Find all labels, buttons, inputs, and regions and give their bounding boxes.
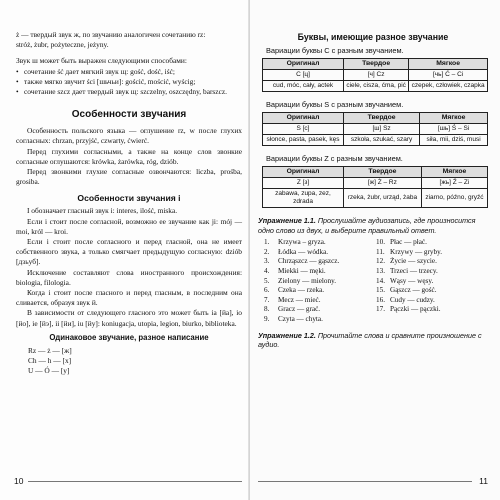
- right-page: [250, 0, 500, 500]
- table-header: Твердое: [344, 167, 422, 178]
- section-title-sound-features: Особенности звучания: [71, 109, 187, 121]
- sz-bullet: • также мягко звучит ści [шьчьи]: gościć, mościć, wyścig;: [16, 77, 242, 87]
- equivalence-line: Ch — h — [х]: [28, 356, 72, 366]
- table-header: Твердое: [344, 113, 420, 124]
- equivalence-line: U — Ó — [у]: [28, 366, 70, 376]
- table-letter-c: [262, 58, 488, 92]
- word-pair-item: [264, 315, 376, 325]
- word-pair-item: [376, 238, 488, 248]
- table-cell: [чь] Ć – Ci: [409, 70, 488, 81]
- table-letter-s: [262, 112, 488, 146]
- table-cell: siła, mii, dziś, musi: [420, 135, 488, 146]
- right-page-heading: Буквы, имеющие разное звучание: [297, 32, 449, 42]
- word-pair-item: [264, 267, 376, 277]
- page-number-left: 10: [14, 476, 24, 486]
- table-cell: Z [з]: [263, 178, 344, 189]
- sz-lead: Звук ш может быть выражен следующими способами:: [16, 56, 187, 66]
- item-number: 16.: [376, 295, 385, 304]
- table-header: Мягкое: [420, 113, 488, 124]
- table-cell: cud, móc, cały, actek: [263, 81, 344, 92]
- section-title-same-sound: Одинаковое звучание, разное написание: [49, 332, 209, 342]
- word-pair: Życie — szycie.: [390, 257, 437, 266]
- word-pair: Gracz — grać.: [278, 305, 321, 314]
- item-number: 7.: [264, 295, 270, 304]
- table-cell: [ж] Ż – Rz: [344, 178, 422, 189]
- intro-line: stróż, żubr, pożyteczne, jeżyny.: [16, 40, 109, 50]
- word-pair-item: [264, 248, 376, 258]
- word-pair: Miekki — męki.: [278, 266, 326, 275]
- footer-rule: [258, 481, 472, 482]
- footer-rule: [28, 481, 242, 482]
- word-pair: Chrząszcz — gąszcz.: [278, 257, 340, 266]
- word-pair: Gąszcz — gość.: [390, 286, 437, 295]
- exercise-instruction: Прочитайте слова и сравните произношение с аудио.: [258, 330, 482, 350]
- word-pair-item: [264, 277, 376, 287]
- table-cell: czepek, człowiek, czapka: [409, 81, 488, 92]
- item-number: 8.: [264, 305, 270, 314]
- exercise-1-2: [258, 331, 488, 350]
- word-pair-item: [264, 296, 376, 306]
- word-pair-item: [376, 267, 488, 277]
- table-cell: rzeka, żubr, urząd, żaba: [344, 189, 422, 208]
- word-pair-item: [376, 305, 488, 315]
- table-cell: [ш] Sz: [344, 124, 420, 135]
- item-number: 14.: [376, 276, 385, 285]
- table-cell: [шь] Ś – Si: [420, 124, 488, 135]
- exercise-instruction: Прослушайте аудиозапись, где произносится одно слово из двух, и выберите правильный ответ.: [258, 216, 476, 235]
- word-pair: Zielony — mielony.: [278, 276, 337, 285]
- table-caption-z: Вариации буквы Z с разным звучанием.: [266, 154, 403, 163]
- table-cell: [ч] Cz: [344, 70, 409, 81]
- intro-line: ż — твердый звук ж, по звучанию аналогичен сочетанию rz:: [16, 30, 206, 39]
- paragraph: Когда i стоит после гласного и перед гласным, в последним она сливается, образуя звук й.: [16, 288, 242, 308]
- word-pair-item: [264, 238, 376, 248]
- item-number: 3.: [264, 257, 270, 266]
- paragraph: Перед глухими согласными, а также на конце слов звонкие согласные оглушаются: krówka, żarówka, róg, dziób.: [16, 146, 242, 166]
- page-number-right: 11: [479, 476, 488, 486]
- table-header: Мягкое: [421, 167, 487, 178]
- item-number: 5.: [264, 276, 270, 285]
- word-pair: Cudy — cudzy.: [390, 295, 435, 304]
- word-pair-item: [376, 248, 488, 258]
- item-number: 9.: [264, 314, 270, 323]
- word-column-left: [264, 238, 376, 324]
- table-header: Мягкое: [409, 59, 488, 70]
- item-number: 6.: [264, 286, 270, 295]
- word-pair: Wąsy — węsy.: [390, 276, 434, 285]
- word-pair: Krzywy — gryby.: [390, 247, 443, 256]
- word-pair: Pączki — pączki.: [390, 305, 441, 314]
- item-number: 13.: [376, 266, 385, 275]
- table-header: Оригинал: [263, 113, 344, 124]
- paragraph: I обозначает гласный звук i: interes, ilość, miska.: [27, 206, 178, 216]
- table-cell: ziarno, późno, gryźć: [421, 189, 487, 208]
- table-caption-c: Вариации буквы C с разным звучанием.: [266, 46, 404, 55]
- item-number: 1.: [264, 238, 270, 247]
- table-cell: ciele, cisza, ćma, pić: [344, 81, 409, 92]
- table-cell: szkoła, szukać, szary: [344, 135, 420, 146]
- item-number: 10.: [376, 238, 385, 247]
- word-pair: Łódka — wódka.: [278, 247, 329, 256]
- word-pair-item: [264, 257, 376, 267]
- word-pair-item: [376, 296, 488, 306]
- word-pair: Trzeci — trzecy.: [390, 266, 438, 275]
- table-cell: C [ц]: [263, 70, 344, 81]
- paragraph: Если i стоит после согласной, возможно ее звучание как ji: mój — moi, król — kroi.: [16, 216, 242, 236]
- table-cell: słonce, pasta, pasek, kęs: [263, 135, 344, 146]
- table-header: Твердое: [344, 59, 409, 70]
- exercise-1-1: [258, 216, 488, 235]
- table-letter-z: [262, 166, 488, 208]
- sz-bullet: • сочетание szcz дает твердый звук щ: szczelny, oszczędny, barszcz.: [16, 87, 242, 97]
- exercise-label: Упражнение 1.1.: [258, 216, 316, 225]
- table-header: Оригинал: [263, 59, 344, 70]
- item-number: 11.: [376, 247, 385, 256]
- paragraph: Перед звонкими глухие согласные озвончаются: liczba, prośba, grosiba.: [16, 167, 242, 187]
- item-number: 15.: [376, 286, 385, 295]
- item-number: 12.: [376, 257, 385, 266]
- paragraph: Если i стоит после согласного и перед гласной, она не имеет собственного звука, а только смягчает предыдущую согласную: dziób [дзьуб].: [16, 237, 242, 267]
- paragraph: В зависимости от следующего гласного это может быть ia [йа], io [йо], ie [йэ], ii [йи], iu [йу]: koniugacja, utopia, legion, biurko, biblioteka.: [16, 308, 242, 328]
- word-column-right: [376, 238, 488, 324]
- paragraph: Исключение составляют слова иностранного происхождения: biologia, filologia.: [16, 267, 242, 287]
- word-pair-item: [376, 257, 488, 267]
- word-pair: Krzywa – gryza.: [278, 238, 326, 247]
- table-cell: zabawa, zupa, zez, zdrada: [263, 189, 344, 208]
- word-pair: Czeka — rzeka.: [278, 286, 325, 295]
- item-number: 4.: [264, 266, 270, 275]
- paragraph: Особенность польского языка — оглушение rz, w после глухих согласных: chrzan, przyjść, czwarty, ćwierć.: [16, 126, 242, 146]
- section-title-sound-i: Особенности звучания i: [77, 193, 181, 204]
- table-caption-s: Вариации буквы S с разным звучанием.: [266, 100, 404, 109]
- word-pair-item: [376, 277, 488, 287]
- word-pair: Płac — płać.: [390, 238, 427, 247]
- word-pair-item: [264, 305, 376, 315]
- item-number: 17.: [376, 305, 385, 314]
- word-pair: Czyta — chyta.: [278, 314, 323, 323]
- sz-bullet: • сочетание ść дает мягкий звук щ: gość, dość, iść;: [16, 67, 242, 77]
- word-pairs-list: [264, 238, 488, 324]
- word-pair-item: [264, 286, 376, 296]
- table-cell: [жь] Ź – Zi: [421, 178, 487, 189]
- item-number: 2.: [264, 247, 270, 256]
- equivalence-line: Rz — ż — [ж]: [28, 345, 72, 355]
- table-cell: S [с]: [263, 124, 344, 135]
- table-header: Оригинал: [263, 167, 344, 178]
- exercise-label: Упражнение 1.2.: [258, 330, 316, 340]
- word-pair-item: [376, 286, 488, 296]
- word-pair: Mecz — mieć.: [278, 295, 321, 304]
